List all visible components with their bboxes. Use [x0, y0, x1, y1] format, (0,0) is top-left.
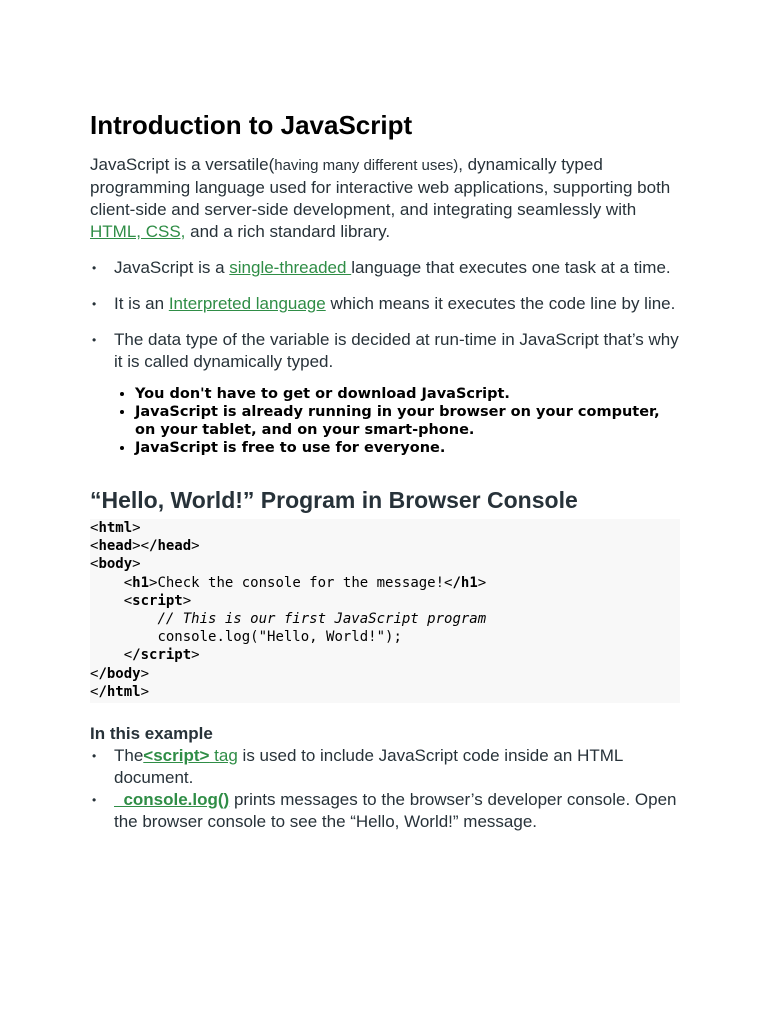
- fact-text: The data type of the variable is decided at run-time in JavaScript that’s why it is called dynamically typed.: [114, 330, 679, 371]
- intro-text-2: , dynamically typed programming language used for interactive web applications, supporting both client-side and server-side development, and integrating seamlessly with: [90, 155, 671, 219]
- fact-text: JavaScript is a: [114, 258, 230, 277]
- list-item: [114, 293, 680, 315]
- example-text: is used to include JavaScript code inside an HTML document.: [114, 746, 623, 788]
- code-comment: // This is our first JavaScript program: [157, 611, 487, 628]
- code-tag: script: [132, 592, 183, 609]
- notes-list: [90, 385, 680, 457]
- example-heading: In this example: [90, 724, 213, 744]
- article: [90, 108, 680, 833]
- code-text: Check the console for the message!: [157, 574, 445, 591]
- page-title: Introduction to JavaScript: [90, 110, 413, 140]
- code-tag: html: [98, 520, 133, 536]
- interpreted-language-link[interactable]: Interpreted language: [168, 294, 326, 313]
- intro-paragraph: [90, 154, 680, 243]
- code-statement: console.log("Hello, World!");: [157, 629, 402, 646]
- example-list: [90, 745, 680, 833]
- html-css-link[interactable]: HTML, CSS,: [90, 222, 186, 241]
- fact-text: It is an: [114, 294, 169, 313]
- intro-text-1: JavaScript is a versatile(: [90, 155, 275, 174]
- facts-list: [90, 257, 680, 373]
- list-item: • JavaScript is already running in your browser on your computer, on your tablet, and on your smart-phone.: [135, 403, 680, 439]
- example-text: prints messages to the browser’s developer console. Open the browser console to see the “Hello, World!” message.: [114, 790, 677, 832]
- code-tag: /head: [149, 538, 192, 555]
- intro-paren-text: having many different uses): [274, 157, 459, 174]
- code-tag: /html: [98, 683, 141, 700]
- list-item: [114, 257, 680, 279]
- list-item: [114, 789, 680, 833]
- code-block: <html> <head></head> <body> <h1>Check the console for the message!</h1> <script> // This is our first JavaScript program console.log("Hello, World!"); </script> </body> </html>: [90, 519, 680, 703]
- fact-text: which means it executes the code line by line.: [325, 294, 676, 313]
- example-text: The: [114, 746, 144, 766]
- console-log-link[interactable]: console.log(): [114, 790, 230, 810]
- code-tag: body: [98, 556, 133, 573]
- list-item: [114, 329, 680, 373]
- fact-text: language that executes one task at a time.: [351, 258, 671, 277]
- list-item: [114, 745, 680, 789]
- code-tag: /body: [98, 665, 141, 682]
- code-tag: h1: [132, 574, 150, 591]
- section-title: “Hello, World!” Program in Browser Console: [90, 487, 578, 513]
- single-threaded-link[interactable]: single-threaded: [229, 258, 352, 277]
- intro-text-3: and a rich standard library.: [185, 222, 391, 241]
- list-item: • You don't have to get or download JavaScript.: [135, 385, 680, 403]
- code-tag: /script: [132, 647, 192, 664]
- code-tag: /h1: [452, 574, 478, 591]
- code-tag: head: [98, 538, 133, 555]
- script-tag-link[interactable]: [143, 746, 238, 765]
- script-tag-link-suffix: tag: [209, 746, 238, 766]
- list-item: • JavaScript is free to use for everyone.: [135, 439, 680, 457]
- script-tag-link-text: <script>: [143, 746, 210, 766]
